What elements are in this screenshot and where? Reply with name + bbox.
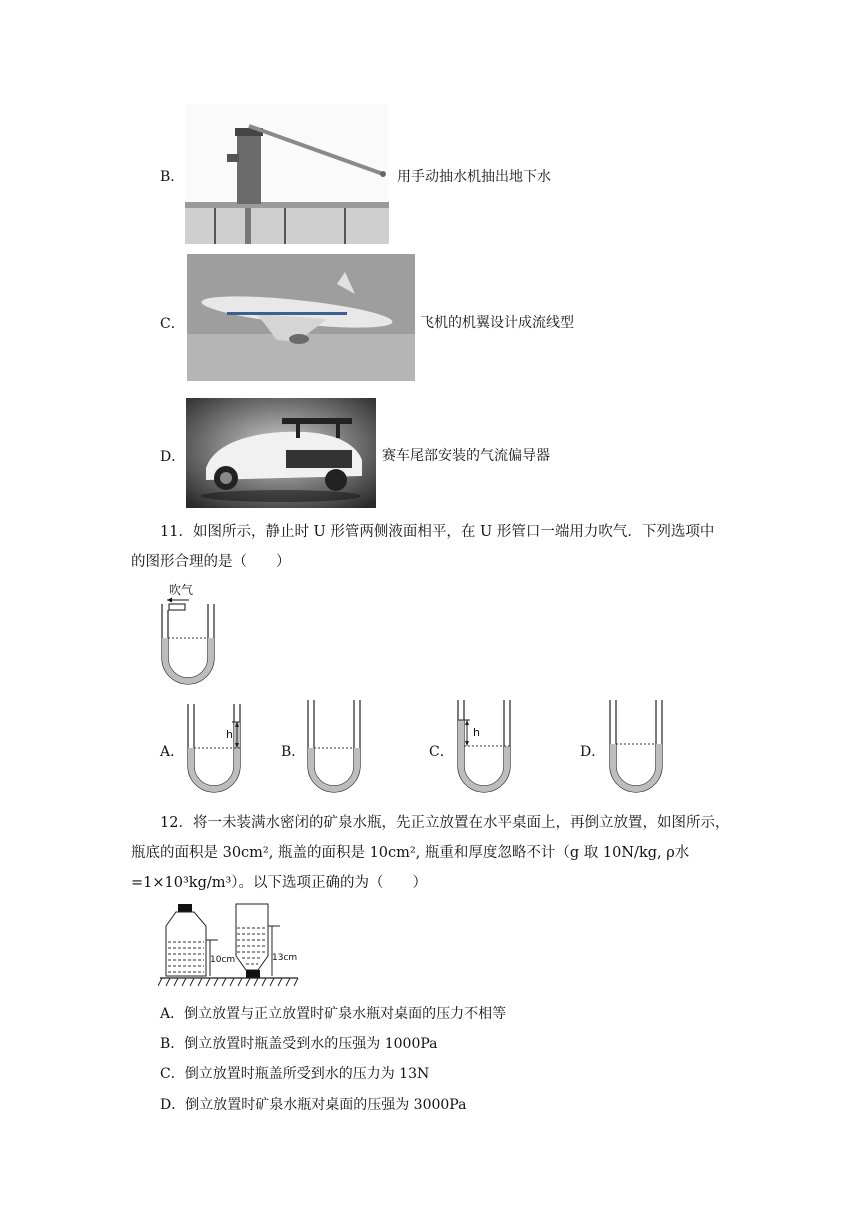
h-label-c: h	[473, 726, 480, 739]
q10-option-c-letter: C．	[160, 316, 185, 332]
q11-option-a-letter: A．	[160, 744, 185, 760]
q11-option-b-letter: B．	[281, 744, 306, 760]
race-car-photo	[186, 398, 376, 508]
hand-pump-photo	[185, 104, 389, 244]
q11-stem-line2: 的图形合理的是（ ）	[131, 554, 291, 570]
q11-option-d-figure	[602, 696, 682, 800]
q11-option-b-figure	[300, 696, 380, 800]
q11-option-a-figure	[180, 700, 260, 800]
q12-option-d: D．倒立放置时矿泉水瓶对桌面的压强为 3000Pa	[160, 1097, 467, 1113]
q11-stem-line1: 11．如图所示，静止时 U 形管两侧液面相平，在 U 形管口一端用力吹气．下列选项中	[160, 524, 715, 540]
h-label-a: h	[226, 728, 233, 741]
q12-option-b: B．倒立放置时瓶盖受到水的压强为 1000Pa	[160, 1036, 438, 1052]
airplane-photo	[187, 254, 415, 381]
q12-stem-line1: 12．将一未装满水密闭的矿泉水瓶，先正立放置在水平桌面上，再倒立放置，如图所示，	[160, 815, 730, 831]
q11-option-d-letter: D．	[580, 744, 606, 760]
q12-option-a: A．倒立放置与正立放置时矿泉水瓶对桌面的压力不相等	[160, 1006, 507, 1022]
q10-option-d-letter: D．	[160, 449, 186, 465]
label-10cm: 10cm	[210, 955, 236, 965]
q11-option-c-figure	[450, 696, 530, 800]
q12-stem-line2: 瓶底的面积是 30cm², 瓶盖的面积是 10cm², 瓶重和厚度忽略不计（g 取 10N/kg, ρ水	[131, 845, 690, 861]
bottle-figure	[158, 898, 308, 994]
u-tube-blow-figure	[155, 578, 235, 686]
q12-stem-line3: =1×10³kg/m³）。以下选项正确的为（ ）	[131, 875, 428, 891]
blow-label: 吹气	[169, 583, 194, 597]
q10-option-b-text: 用手动抽水机抽出地下水	[397, 169, 551, 185]
q12-option-c: C．倒立放置时瓶盖所受到水的压力为 13N	[160, 1066, 430, 1082]
label-13cm: 13cm	[272, 953, 298, 963]
q10-option-d-text: 赛车尾部安装的气流偏导器	[382, 448, 550, 464]
q10-option-c-text: 飞机的机翼设计成流线型	[420, 315, 574, 331]
q10-option-b-letter: B．	[160, 169, 185, 185]
q11-option-c-letter: C．	[429, 744, 454, 760]
